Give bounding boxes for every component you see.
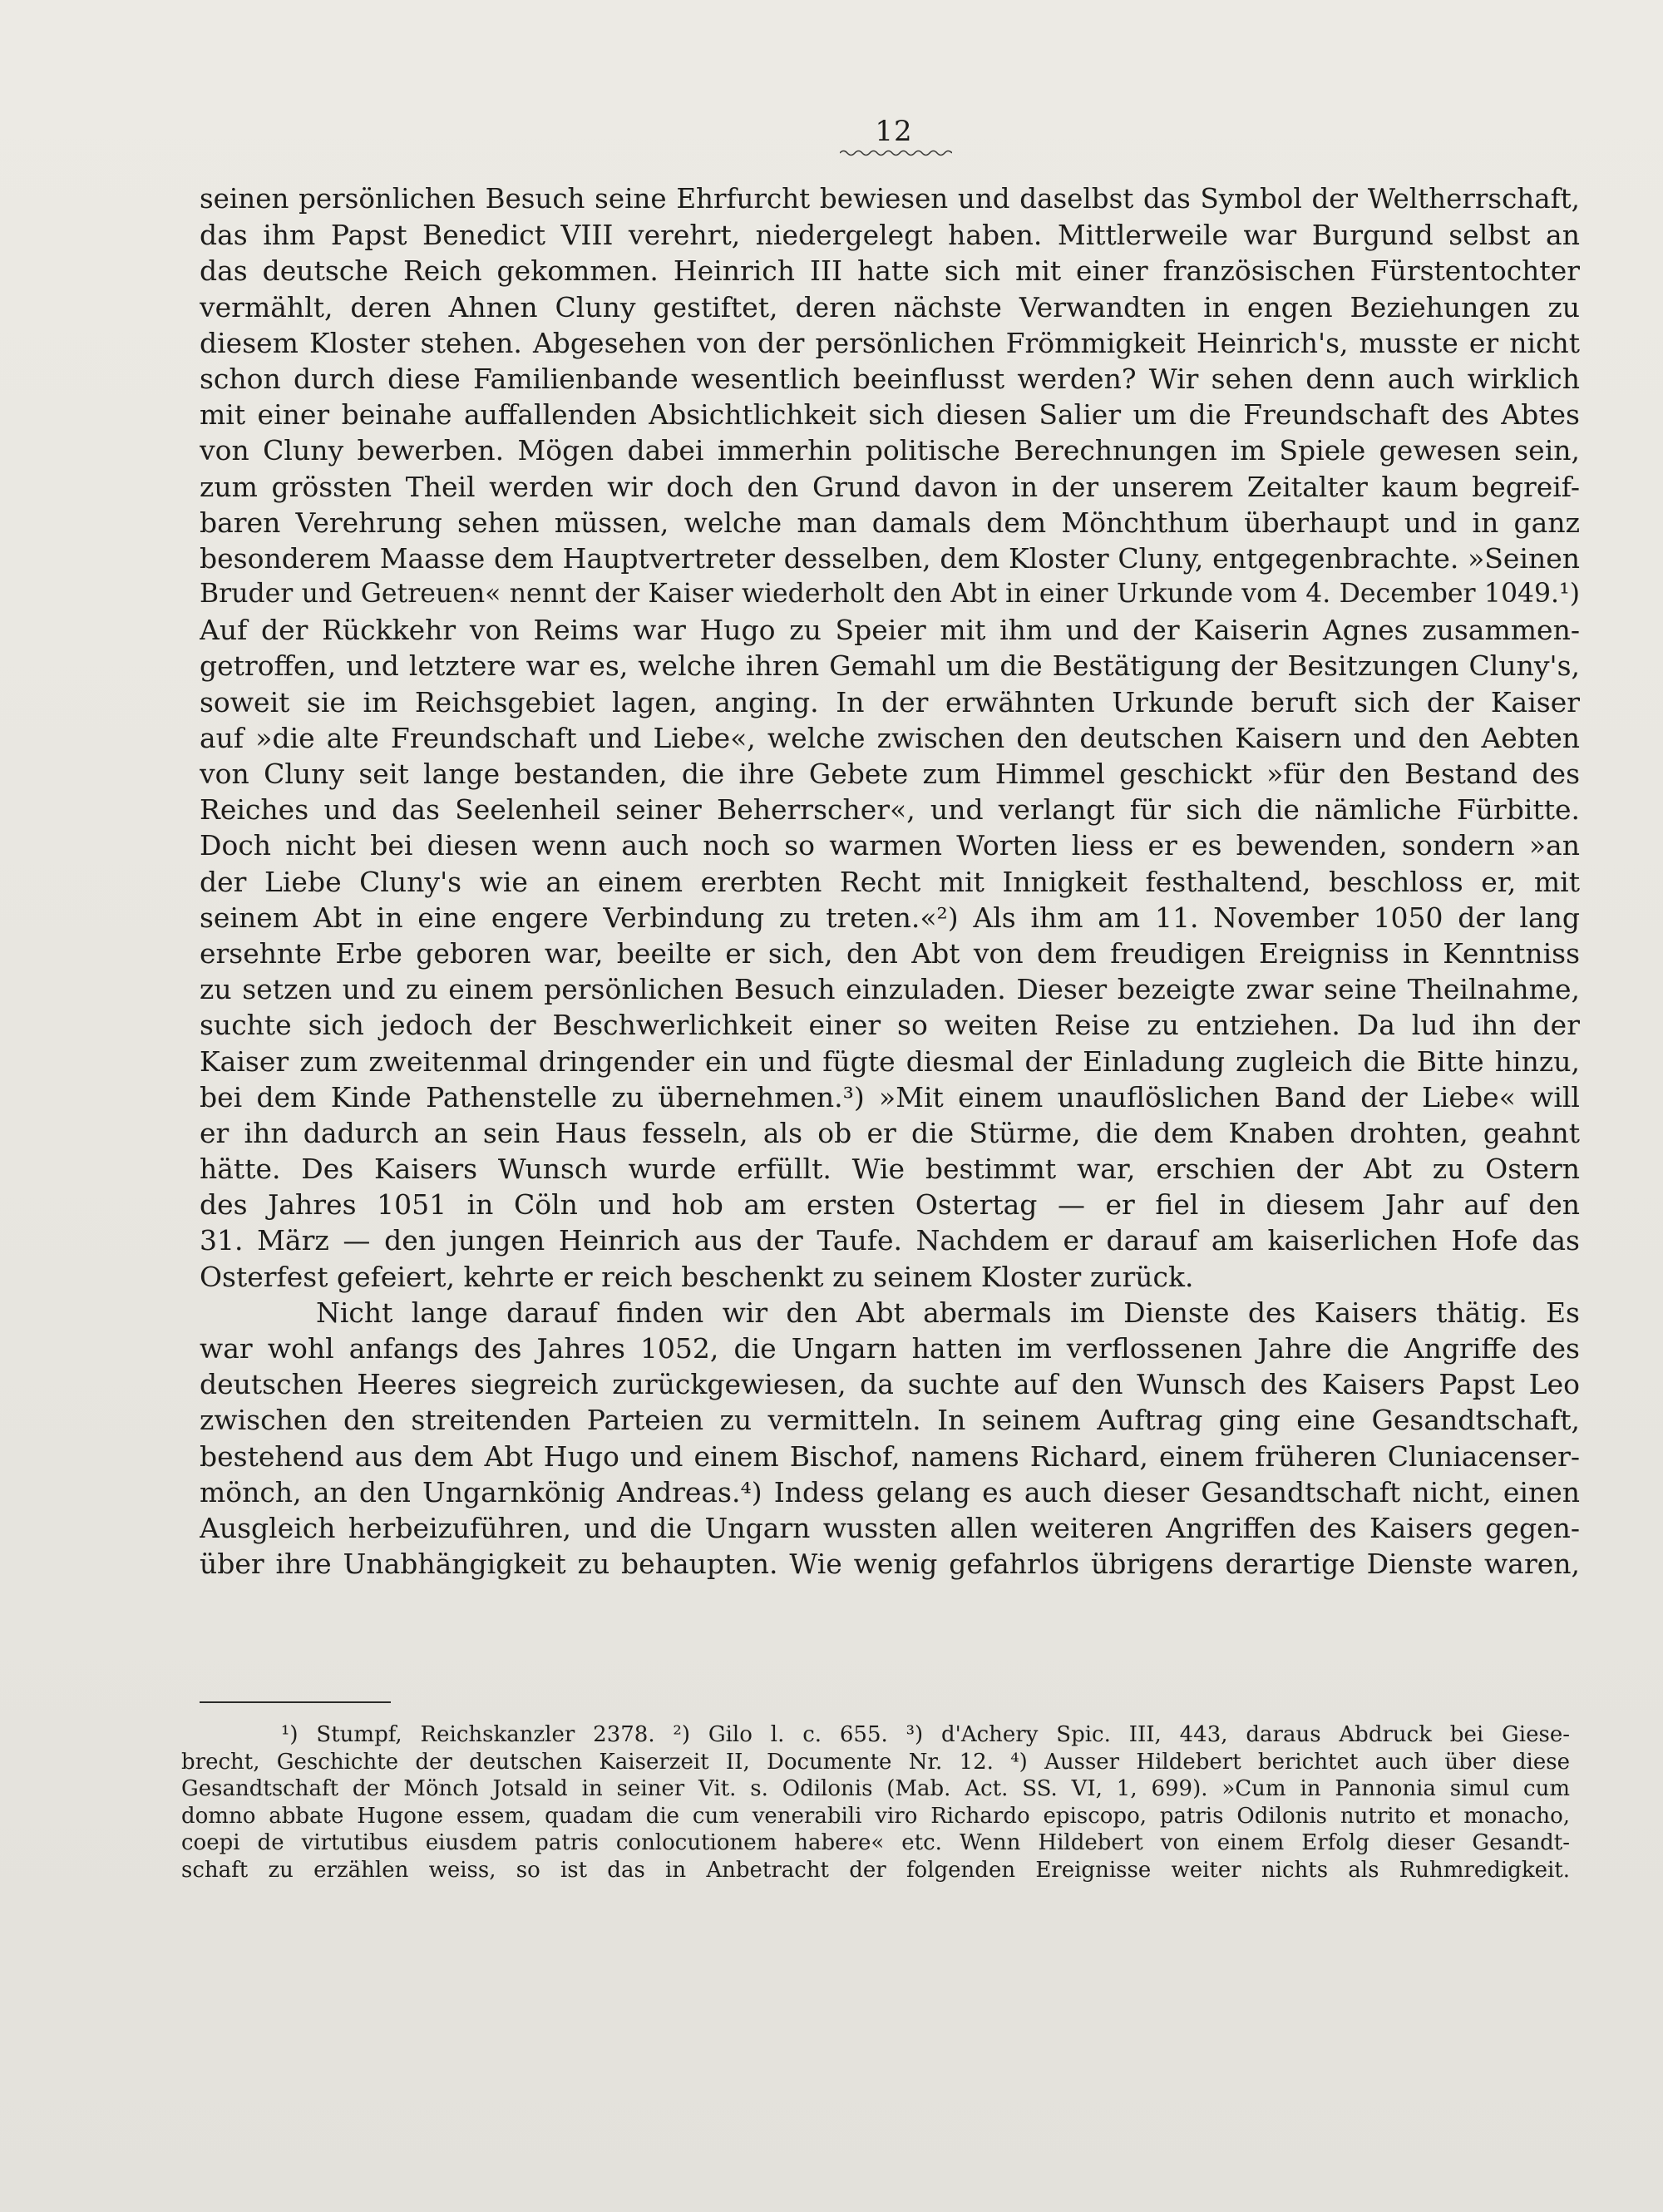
text-line: das ihm Papst Benedict VIII verehrt, niedergelegt haben. Mittlerweile war Burgund selbst an <box>200 219 1580 252</box>
page-number-ornament <box>840 148 952 158</box>
text-line: zum grössten Theil werden wir doch den Grund davon in der unserem Zeitalter kaum begreif- <box>200 470 1580 503</box>
text-line: Ausgleich herbeizuführen, und die Ungarn wussten allen weiteren Angriffen des Kaisers gegen- <box>200 1511 1580 1544</box>
text-line: das deutsche Reich gekommen. Heinrich III hatte sich mit einer französischen Fürstentochter <box>200 254 1580 288</box>
text-line: vermählt, deren Ahnen Cluny gestiftet, deren nächste Verwandten in engen Beziehungen zu <box>200 290 1580 323</box>
footnote-line: schaft zu erzählen weiss, so ist das in Anbetracht der folgenden Ereignisse weiter nichts als Ruhmredigkeit. <box>181 1857 1570 1883</box>
text-line: mit einer beinahe auffallenden Absichtlichkeit sich diesen Salier um die Freundschaft des Abtes <box>200 398 1580 432</box>
text-line: über ihre Unabhängigkeit zu behaupten. Wie wenig gefahrlos übrigens derartige Dienste waren, <box>200 1548 1580 1581</box>
text-line: diesem Kloster stehen. Abgesehen von der persönlichen Frömmigkeit Heinrich's, musste er nicht <box>200 326 1580 359</box>
body-text <box>200 181 1580 1582</box>
text-line: von Cluny seit lange bestanden, die ihre Gebete zum Himmel geschickt »für den Bestand des <box>200 758 1580 790</box>
text-line: soweit sie im Reichsgebiet lagen, anging. In der erwähnten Urkunde beruft sich der Kaiser <box>200 685 1580 718</box>
text-line: besonderem Maasse dem Hauptvertreter desselben, dem Kloster Cluny, entgegenbrachte. »Seinen <box>200 541 1580 575</box>
text-line: schon durch diese Familienbande wesentlich beeinflusst werden? Wir sehen denn auch wirklich <box>200 362 1580 395</box>
footnote-line: ¹) Stumpf, Reichskanzler 2378. ²) Gilo l. c. 655. ³) d'Achery Spic. III, 443, daraus Abdruck bei Giese- <box>281 1722 1570 1747</box>
text-line: von Cluny bewerben. Mögen dabei immerhin politische Berechnungen im Spiele gewesen sein, <box>200 434 1580 467</box>
footnote-line: domno abbate Hugone essem, quadam die cum venerabili viro Richardo episcopo, patris Odilonis nutrito et monacho, <box>181 1803 1570 1829</box>
footnote-line: brecht, Geschichte der deutschen Kaiserzeit II, Documente Nr. 12. ⁴) Ausser Hildebert berichtet auch über diese <box>181 1749 1570 1775</box>
text-line: Reiches und das Seelenheil seiner Beherrscher«, und verlangt für sich die nämliche Fürbitte. <box>200 793 1580 827</box>
text-line: Kaiser zum zweitenmal dringender ein und fügte diesmal der Einladung zugleich die Bitte hinzu, <box>200 1044 1580 1078</box>
text-line: zwischen den streitenden Parteien zu vermitteln. In seinem Auftrag ging eine Gesandtschaft, <box>200 1404 1580 1437</box>
text-line: hätte. Des Kaisers Wunsch wurde erfüllt. Wie bestimmt war, erschien der Abt zu Ostern <box>200 1153 1580 1186</box>
page-number: 12 <box>875 115 913 148</box>
footnote-line: Gesandtschaft der Mönch Jotsald in seiner Vit. s. Odilonis (Mab. Act. SS. VI, 1, 699). »Cum in Pannonia simul cum <box>181 1776 1570 1801</box>
text-line: Auf der Rückkehr von Reims war Hugo zu Speier mit ihm und der Kaiserin Agnes zusammen- <box>200 614 1580 647</box>
paragraph-start-line: Nicht lange darauf finden wir den Abt abermals im Dienste des Kaisers thätig. Es <box>316 1296 1580 1329</box>
text-line: baren Verehrung sehen müssen, welche man damals dem Mönchthum überhaupt und in ganz <box>200 506 1580 539</box>
text-line: zu setzen und zu einem persönlichen Besuch einzuladen. Dieser bezeigte zwar seine Theilnahme, <box>200 973 1580 1006</box>
text-line: suchte sich jedoch der Beschwerlichkeit einer so weiten Reise zu entziehen. Da lud ihn der <box>200 1009 1580 1042</box>
text-line: Doch nicht bei diesen wenn auch noch so warmen Worten liess er es bewenden, sondern »an <box>200 829 1580 862</box>
text-line: bestehend aus dem Abt Hugo und einem Bischof, namens Richard, einem früheren Cluniacenser- <box>200 1439 1580 1473</box>
text-line: Bruder und Getreuen« nennt der Kaiser wiederholt den Abt in einer Urkunde vom 4. December 1049.¹) <box>200 579 1580 610</box>
text-line: ersehnte Erbe geboren war, beeilte er sich, den Abt von dem freudigen Ereigniss in Kenntniss <box>200 936 1580 970</box>
text-line: mönch, an den Ungarnkönig Andreas.⁴) Indess gelang es auch dieser Gesandtschaft nicht, einen <box>200 1475 1580 1508</box>
footnotes <box>181 1721 1570 1884</box>
text-line: war wohl anfangs des Jahres 1052, die Ungarn hatten im verflossenen Jahre die Angriffe des <box>200 1332 1580 1365</box>
text-line: der Liebe Cluny's wie an einem ererbten Recht mit Innigkeit festhaltend, beschloss er, mit <box>200 865 1580 898</box>
text-line: 31. März — den jungen Heinrich aus der Taufe. Nachdem er darauf am kaiserlichen Hofe das <box>200 1224 1580 1257</box>
text-line: auf »die alte Freundschaft und Liebe«, welche zwischen den deutschen Kaisern und den Aebten <box>200 721 1580 754</box>
text-line: bei dem Kinde Pathenstelle zu übernehmen.³) »Mit einem unauflöslichen Band der Liebe« will <box>200 1080 1580 1113</box>
text-line: getroffen, und letztere war es, welche ihren Gemahl um die Bestätigung der Besitzungen Cluny's, <box>200 649 1580 683</box>
text-line: seinen persönlichen Besuch seine Ehrfurcht bewiesen und daselbst das Symbol der Weltherrschaft, <box>200 183 1580 215</box>
text-line: Osterfest gefeiert, kehrte er reich beschenkt zu seinem Kloster zurück. <box>200 1260 1194 1293</box>
text-line: deutschen Heeres siegreich zurückgewiesen, da suchte auf den Wunsch des Kaisers Papst Leo <box>200 1368 1580 1401</box>
text-line: seinem Abt in eine engere Verbindung zu treten.«²) Als ihm am 11. November 1050 der lang <box>200 901 1580 934</box>
footnote-line: coepi de virtutibus eiusdem patris conlocutionem habere« etc. Wenn Hildebert von einem Erfolg dieser Gesandt- <box>181 1830 1570 1855</box>
text-line: des Jahres 1051 in Cöln und hob am ersten Ostertag — er fiel in diesem Jahr auf den <box>200 1188 1580 1222</box>
footnote-divider <box>200 1701 391 1703</box>
text-line: er ihn dadurch an sein Haus fesseln, als ob er die Stürme, die dem Knaben drohten, geahnt <box>200 1116 1580 1149</box>
